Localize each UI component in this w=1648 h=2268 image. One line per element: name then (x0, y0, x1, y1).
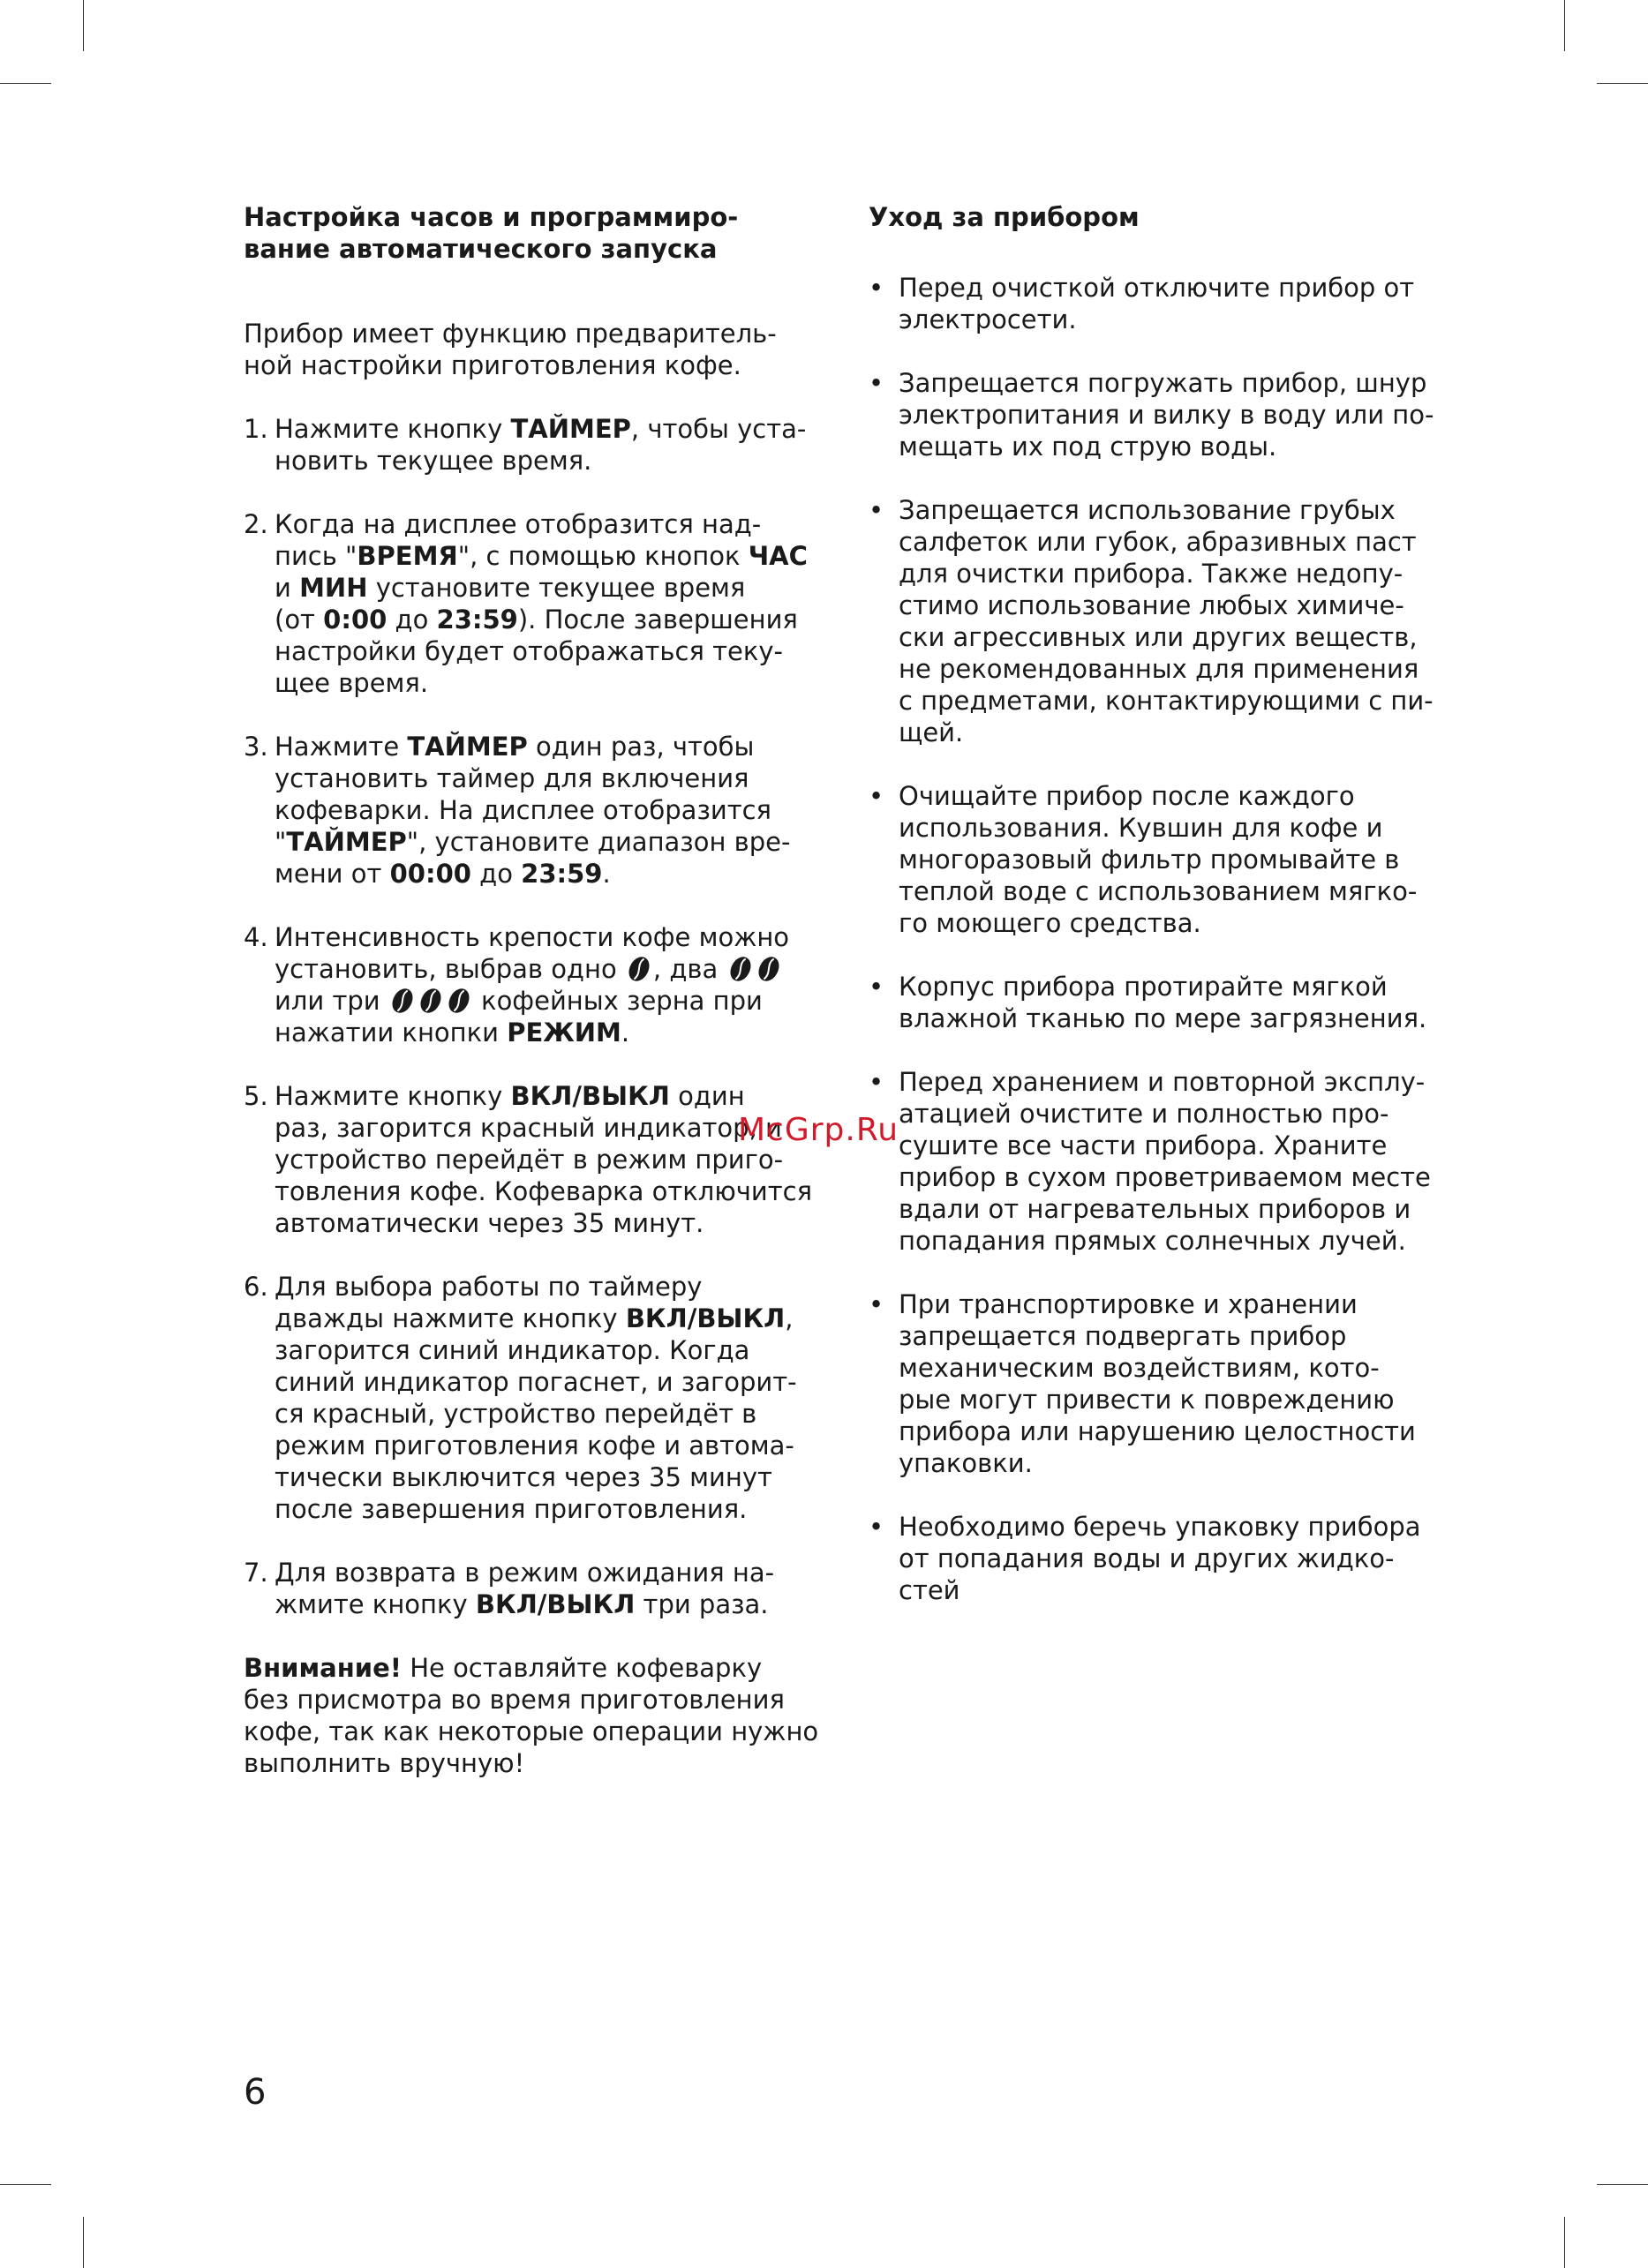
step-text: Для возврата в режим ожидания на- жмите кнопку (275, 1558, 775, 1619)
coffee-bean-icon (418, 987, 444, 1015)
coffee-bean-icon (446, 987, 472, 1015)
step-text: Для выбора работы по таймеру дважды нажмите кнопку (275, 1272, 703, 1333)
care-bullet-item (869, 1511, 1478, 1606)
right-column (869, 201, 1478, 1638)
step-keyword: МИН (299, 573, 368, 603)
bullet-dot: • (869, 495, 884, 525)
step-keyword: ВКЛ/ВЫКЛ (510, 1081, 670, 1111)
step-number: 6. (244, 1272, 268, 1302)
clock-setup-title: Настройка часов и программиро- вание автоматического запуска (244, 202, 739, 264)
care-bullet-item (869, 971, 1478, 1034)
step-number: 3. (244, 732, 268, 762)
bullet-text: При транспортировке и хранении запрещается подвергать прибор механическим воздействиям, кото- рые могут привести к повреждению прибора или нарушению целостности упаковки. (899, 1289, 1416, 1478)
bullet-dot: • (869, 273, 884, 303)
bullet-text: Перед очисткой отключите прибор от электросети. (899, 273, 1415, 334)
step-text: Интенсивность крепости кофе можно установить, выбрав одно (275, 922, 790, 984)
bullet-text: Необходимо беречь упаковку прибора от попадания воды и других жидко- стей (899, 1512, 1421, 1605)
bullet-dot: • (869, 368, 884, 398)
step-item (244, 1271, 847, 1525)
step-item (244, 731, 847, 890)
step-text: до (387, 605, 437, 635)
step-text: кофейных зерна при нажатии кнопки (275, 986, 763, 1048)
bullet-dot: • (869, 781, 884, 811)
step-text: один раз, чтобы установить таймер для включения кофеварки. На дисплее отобразится " (275, 732, 771, 857)
coffee-bean-icon (389, 987, 416, 1015)
step-number: 5. (244, 1081, 268, 1111)
care-bullet-item (869, 1288, 1478, 1479)
step-keyword: 23:59 (521, 859, 603, 889)
left-column (244, 201, 847, 1779)
crop-mark (0, 83, 51, 84)
step-keyword: 00:00 (389, 859, 471, 889)
step-number: 4. (244, 922, 268, 952)
step-text: , загорится синий индикатор. Когда синий индикатор погаснет, и загорит- ся красный, устройство перейдёт в режим приготовления кофе и автома- тически выключится через 35 минут после завершения приготовления. (275, 1303, 797, 1524)
step-text: три раза. (635, 1589, 769, 1619)
step-text: до (470, 859, 522, 889)
care-bullet-list (869, 272, 1478, 1606)
crop-mark (1564, 0, 1565, 51)
bullet-dot: • (869, 1067, 884, 1097)
bullet-text: Запрещается погружать прибор, шнур электропитания и вилку в воду или по- мещать их под струю воды. (899, 368, 1434, 462)
bullet-dot: • (869, 1512, 884, 1542)
step-text: Когда на дисплее отобразится над- пись " (275, 509, 762, 571)
step-text: Нажмите кнопку (275, 1081, 511, 1111)
step-text: . (621, 1018, 630, 1048)
care-bullet-item (869, 272, 1478, 335)
care-bullet-item (869, 367, 1478, 462)
step-item (244, 1080, 847, 1239)
crop-mark (83, 2217, 84, 2268)
bullet-text: Перед хранением и повторной эксплу- атацией очистите и полностью про- сушите все части прибора. Храните прибор в сухом проветриваемом месте вдали от нагревательных приборов и попадания прямых солнечных лучей. (899, 1067, 1431, 1256)
step-keyword: ВКЛ/ВЫКЛ (625, 1303, 786, 1333)
step-text: . (602, 859, 611, 889)
step-item (244, 921, 847, 1048)
crop-mark (83, 0, 84, 51)
step-keyword: 0:00 (323, 605, 388, 635)
step-item (244, 1557, 847, 1620)
bullet-dot: • (869, 972, 884, 1002)
care-bullet-item (869, 494, 1478, 748)
step-keyword: ЧАС (748, 541, 808, 571)
step-keyword: ТАЙМЕР (407, 732, 528, 762)
care-bullet-item (869, 1066, 1478, 1257)
care-bullet-item (869, 780, 1478, 939)
step-text: или три (275, 986, 380, 1016)
step-text: , чтобы уста- новить текущее время. (275, 414, 807, 476)
watermark: McGrp.Ru (738, 1112, 899, 1148)
coffee-bean-icon (727, 955, 754, 983)
bullet-text: Очищайте прибор после каждого использования. Кувшин для кофе и многоразовый фильтр промывайте в теплой воде с использованием мягко- го моющего средства. (899, 781, 1418, 938)
step-keyword: 23:59 (436, 605, 518, 635)
step-keyword: ТАЙМЕР (510, 414, 631, 444)
step-text: Нажмите кнопку (275, 414, 511, 444)
care-title: Уход за прибором (869, 202, 1140, 232)
warning-paragraph (244, 1652, 847, 1779)
step-keyword: ВКЛ/ВЫКЛ (475, 1589, 636, 1619)
step-text: один раз, загорится красный индикатор, и устройство перейдёт в режим приго- товления кофе. Кофеварка отключится автоматически через 35 минут. (275, 1081, 813, 1238)
steps-list (244, 413, 847, 1620)
crop-mark (1564, 2217, 1565, 2268)
crop-mark (1597, 83, 1648, 84)
step-keyword: ТАЙМЕР (286, 827, 407, 857)
coffee-bean-icon (626, 955, 652, 983)
step-text: и (275, 573, 291, 603)
page-number: 6 (244, 2072, 267, 2113)
step-text: установите текущее время (от (275, 573, 746, 635)
crop-mark (1597, 2184, 1648, 2185)
step-keyword: РЕЖИМ (507, 1018, 621, 1048)
step-text: ). После завершения настройки будет отображаться теку- щее время. (275, 605, 798, 698)
coffee-bean-icon (756, 955, 782, 983)
step-number: 7. (244, 1558, 268, 1588)
intro-paragraph: Прибор имеет функцию предваритель- ной настройки приготовления кофе. (244, 319, 777, 380)
warning-text: Не оставляйте кофеварку без присмотра во время приготовления кофе, так как некоторые операции нужно выполнить вручную! (244, 1653, 819, 1778)
step-text: ", установите диапазон вре- мени от (275, 827, 791, 889)
warning-label: Внимание! (244, 1653, 402, 1683)
step-keyword: ВРЕМЯ (357, 541, 458, 571)
step-text: , два (652, 954, 726, 984)
step-item (244, 413, 847, 477)
bullet-dot: • (869, 1289, 884, 1319)
step-number: 1. (244, 414, 268, 444)
bullet-text: Корпус прибора протирайте мягкой влажной тканью по мере загрязнения. (899, 972, 1427, 1033)
bullet-text: Запрещается использование грубых салфеток или губок, абразивных паст для очистки прибора. Также недопу- стимо использование любых химиче- ски агрессивных или других веществ, не рекомендованных для применения с предметами, контактирующими с пи- щей. (899, 495, 1434, 747)
crop-mark (0, 2184, 51, 2185)
step-number: 2. (244, 509, 268, 539)
step-text: Нажмите (275, 732, 408, 762)
step-text: ", с помощью кнопок (457, 541, 749, 571)
step-item (244, 508, 847, 699)
